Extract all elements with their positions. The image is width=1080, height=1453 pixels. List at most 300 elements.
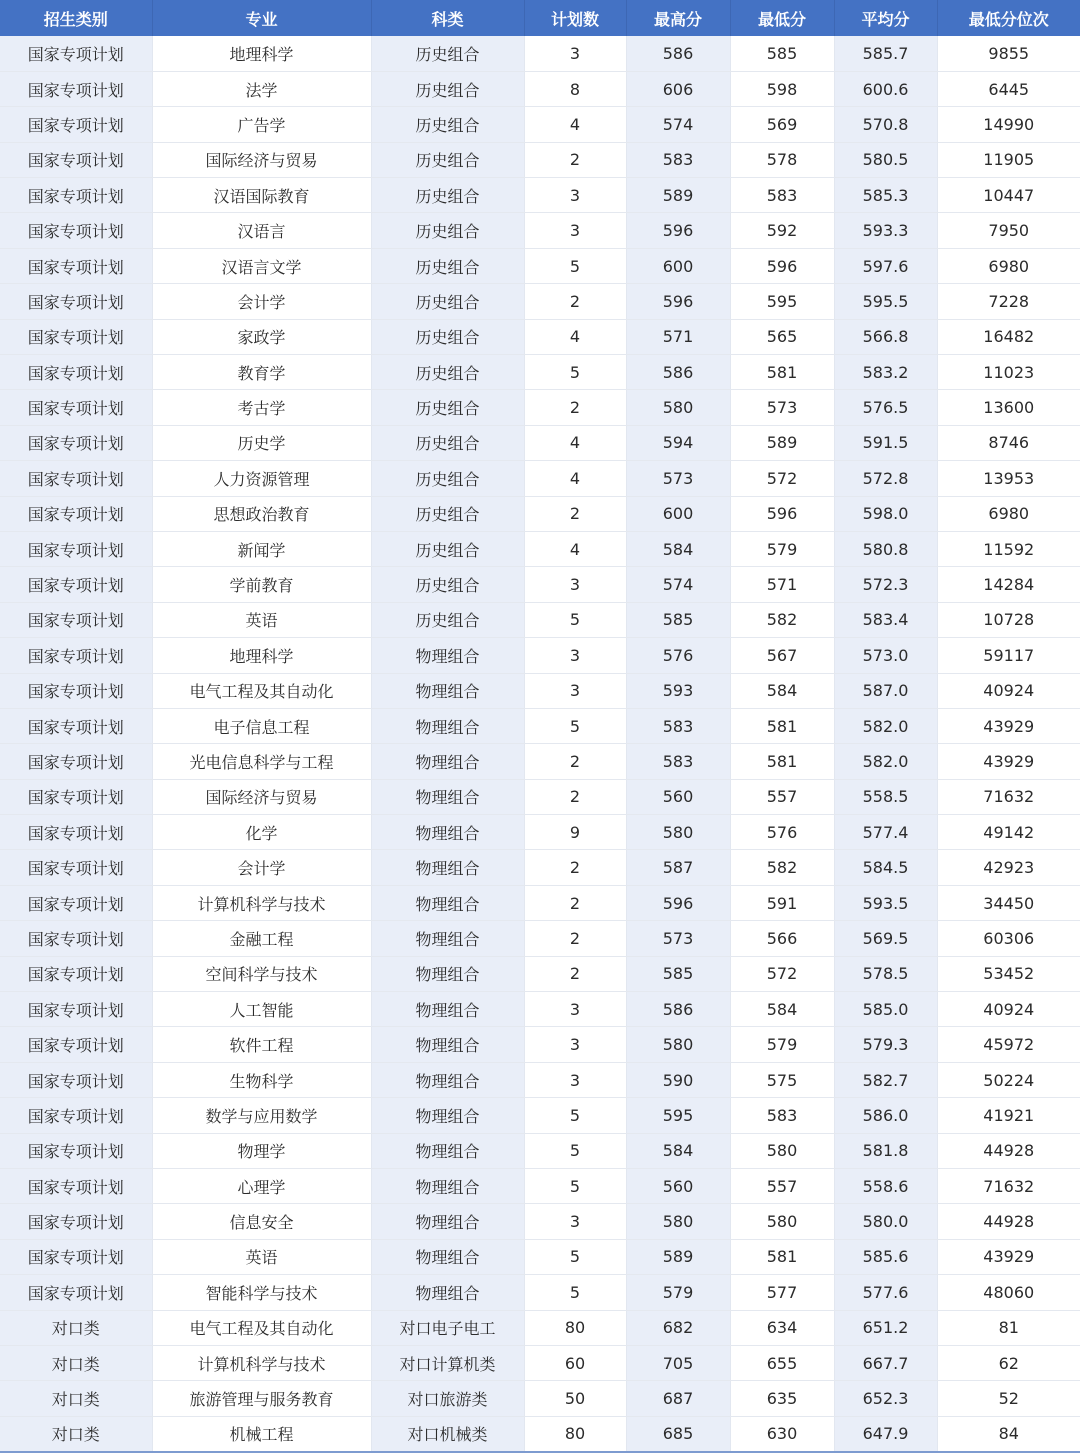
cell-subject-group: 历史组合 xyxy=(371,284,524,319)
cell-avg-score: 652.3 xyxy=(834,1381,937,1416)
cell-plan-count: 2 xyxy=(524,284,626,319)
table-row xyxy=(0,71,1080,106)
cell-subject-group: 物理组合 xyxy=(371,638,524,673)
cell-plan-count: 4 xyxy=(524,425,626,460)
cell-min-score-rank: 40924 xyxy=(937,673,1080,708)
cell-min-score-rank: 11905 xyxy=(937,142,1080,177)
table-row xyxy=(0,992,1080,1027)
cell-min-score-rank: 59117 xyxy=(937,638,1080,673)
cell-plan-count: 3 xyxy=(524,567,626,602)
cell-min-score-rank: 49142 xyxy=(937,815,1080,850)
cell-major: 新闻学 xyxy=(152,531,371,566)
cell-plan-count: 4 xyxy=(524,461,626,496)
cell-major: 人工智能 xyxy=(152,992,371,1027)
cell-max-score: 560 xyxy=(626,1169,730,1204)
cell-enrollment-category: 国家专项计划 xyxy=(0,1098,152,1133)
cell-avg-score: 651.2 xyxy=(834,1310,937,1345)
cell-enrollment-category: 国家专项计划 xyxy=(0,178,152,213)
cell-major: 学前教育 xyxy=(152,567,371,602)
header-max-score: 最高分 xyxy=(626,0,730,36)
cell-plan-count: 9 xyxy=(524,815,626,850)
cell-major: 人力资源管理 xyxy=(152,461,371,496)
cell-plan-count: 5 xyxy=(524,602,626,637)
cell-major: 智能科学与技术 xyxy=(152,1275,371,1310)
cell-plan-count: 3 xyxy=(524,673,626,708)
cell-max-score: 571 xyxy=(626,319,730,354)
cell-min-score: 579 xyxy=(730,1027,834,1062)
cell-subject-group: 物理组合 xyxy=(371,673,524,708)
cell-plan-count: 5 xyxy=(524,355,626,390)
cell-major: 汉语国际教育 xyxy=(152,178,371,213)
cell-max-score: 584 xyxy=(626,1133,730,1168)
cell-avg-score: 583.2 xyxy=(834,355,937,390)
cell-min-score: 581 xyxy=(730,355,834,390)
table-row xyxy=(0,815,1080,850)
cell-max-score: 685 xyxy=(626,1416,730,1451)
cell-min-score: 577 xyxy=(730,1275,834,1310)
cell-subject-group: 历史组合 xyxy=(371,355,524,390)
cell-min-score: 596 xyxy=(730,496,834,531)
cell-plan-count: 3 xyxy=(524,1204,626,1239)
cell-enrollment-category: 国家专项计划 xyxy=(0,1027,152,1062)
cell-max-score: 586 xyxy=(626,36,730,71)
cell-enrollment-category: 国家专项计划 xyxy=(0,1169,152,1204)
cell-subject-group: 物理组合 xyxy=(371,885,524,920)
cell-subject-group: 历史组合 xyxy=(371,390,524,425)
cell-major: 会计学 xyxy=(152,284,371,319)
cell-plan-count: 3 xyxy=(524,1062,626,1097)
table-row xyxy=(0,1381,1080,1416)
cell-min-score-rank: 45972 xyxy=(937,1027,1080,1062)
cell-max-score: 593 xyxy=(626,673,730,708)
cell-min-score-rank: 48060 xyxy=(937,1275,1080,1310)
cell-enrollment-category: 国家专项计划 xyxy=(0,956,152,991)
cell-min-score: 596 xyxy=(730,248,834,283)
cell-min-score-rank: 7950 xyxy=(937,213,1080,248)
cell-plan-count: 3 xyxy=(524,992,626,1027)
cell-plan-count: 2 xyxy=(524,744,626,779)
cell-plan-count: 3 xyxy=(524,1027,626,1062)
cell-enrollment-category: 国家专项计划 xyxy=(0,425,152,460)
cell-min-score-rank: 10728 xyxy=(937,602,1080,637)
cell-max-score: 600 xyxy=(626,496,730,531)
cell-enrollment-category: 国家专项计划 xyxy=(0,567,152,602)
header-row xyxy=(0,0,1080,36)
table-row xyxy=(0,36,1080,71)
table-row xyxy=(0,850,1080,885)
cell-major: 汉语言文学 xyxy=(152,248,371,283)
cell-max-score: 586 xyxy=(626,992,730,1027)
cell-major: 电气工程及其自动化 xyxy=(152,673,371,708)
cell-plan-count: 4 xyxy=(524,531,626,566)
header-major: 专业 xyxy=(152,0,371,36)
cell-major: 物理学 xyxy=(152,1133,371,1168)
cell-min-score-rank: 53452 xyxy=(937,956,1080,991)
cell-avg-score: 591.5 xyxy=(834,425,937,460)
table-row xyxy=(0,1310,1080,1345)
cell-min-score-rank: 44928 xyxy=(937,1133,1080,1168)
cell-min-score-rank: 10447 xyxy=(937,178,1080,213)
cell-major: 会计学 xyxy=(152,850,371,885)
cell-avg-score: 570.8 xyxy=(834,107,937,142)
cell-avg-score: 582.0 xyxy=(834,744,937,779)
cell-major: 广告学 xyxy=(152,107,371,142)
cell-major: 汉语言 xyxy=(152,213,371,248)
cell-min-score: 630 xyxy=(730,1416,834,1451)
cell-avg-score: 580.8 xyxy=(834,531,937,566)
cell-enrollment-category: 国家专项计划 xyxy=(0,779,152,814)
cell-major: 计算机科学与技术 xyxy=(152,1345,371,1380)
cell-avg-score: 667.7 xyxy=(834,1345,937,1380)
cell-min-score: 581 xyxy=(730,744,834,779)
cell-enrollment-category: 国家专项计划 xyxy=(0,319,152,354)
table-body xyxy=(0,36,1080,1452)
cell-min-score: 584 xyxy=(730,673,834,708)
header-plan-count: 计划数 xyxy=(524,0,626,36)
cell-major: 地理科学 xyxy=(152,36,371,71)
cell-max-score: 584 xyxy=(626,531,730,566)
cell-min-score-rank: 14284 xyxy=(937,567,1080,602)
cell-subject-group: 历史组合 xyxy=(371,107,524,142)
cell-enrollment-category: 国家专项计划 xyxy=(0,1239,152,1274)
cell-min-score: 580 xyxy=(730,1204,834,1239)
cell-min-score-rank: 16482 xyxy=(937,319,1080,354)
cell-enrollment-category: 国家专项计划 xyxy=(0,496,152,531)
cell-max-score: 583 xyxy=(626,142,730,177)
cell-avg-score: 585.7 xyxy=(834,36,937,71)
table-row xyxy=(0,1416,1080,1451)
cell-enrollment-category: 国家专项计划 xyxy=(0,461,152,496)
cell-enrollment-category: 国家专项计划 xyxy=(0,673,152,708)
table-row xyxy=(0,1098,1080,1133)
table-row xyxy=(0,213,1080,248)
cell-min-score-rank: 71632 xyxy=(937,1169,1080,1204)
cell-max-score: 589 xyxy=(626,1239,730,1274)
cell-min-score: 579 xyxy=(730,531,834,566)
table-row xyxy=(0,602,1080,637)
cell-min-score: 635 xyxy=(730,1381,834,1416)
cell-avg-score: 597.6 xyxy=(834,248,937,283)
cell-major: 国际经济与贸易 xyxy=(152,142,371,177)
cell-max-score: 687 xyxy=(626,1381,730,1416)
cell-subject-group: 对口旅游类 xyxy=(371,1381,524,1416)
cell-enrollment-category: 国家专项计划 xyxy=(0,531,152,566)
cell-max-score: 560 xyxy=(626,779,730,814)
cell-plan-count: 2 xyxy=(524,956,626,991)
cell-subject-group: 历史组合 xyxy=(371,213,524,248)
cell-enrollment-category: 对口类 xyxy=(0,1345,152,1380)
cell-min-score: 565 xyxy=(730,319,834,354)
table-row xyxy=(0,673,1080,708)
table-row xyxy=(0,885,1080,920)
cell-min-score: 598 xyxy=(730,71,834,106)
cell-max-score: 596 xyxy=(626,284,730,319)
cell-avg-score: 572.8 xyxy=(834,461,937,496)
cell-min-score: 592 xyxy=(730,213,834,248)
cell-max-score: 585 xyxy=(626,602,730,637)
table-row xyxy=(0,1204,1080,1239)
table-row xyxy=(0,1275,1080,1310)
cell-min-score-rank: 84 xyxy=(937,1416,1080,1451)
cell-min-score: 582 xyxy=(730,602,834,637)
cell-subject-group: 历史组合 xyxy=(371,142,524,177)
cell-plan-count: 4 xyxy=(524,107,626,142)
cell-avg-score: 647.9 xyxy=(834,1416,937,1451)
cell-min-score: 589 xyxy=(730,425,834,460)
cell-min-score-rank: 8746 xyxy=(937,425,1080,460)
table-row xyxy=(0,248,1080,283)
table-row xyxy=(0,956,1080,991)
cell-plan-count: 3 xyxy=(524,213,626,248)
cell-enrollment-category: 国家专项计划 xyxy=(0,355,152,390)
cell-subject-group: 历史组合 xyxy=(371,248,524,283)
cell-min-score-rank: 43929 xyxy=(937,1239,1080,1274)
cell-major: 软件工程 xyxy=(152,1027,371,1062)
cell-min-score-rank: 11023 xyxy=(937,355,1080,390)
cell-enrollment-category: 国家专项计划 xyxy=(0,71,152,106)
cell-max-score: 596 xyxy=(626,885,730,920)
cell-avg-score: 578.5 xyxy=(834,956,937,991)
cell-subject-group: 物理组合 xyxy=(371,1062,524,1097)
cell-avg-score: 581.8 xyxy=(834,1133,937,1168)
cell-major: 旅游管理与服务教育 xyxy=(152,1381,371,1416)
cell-min-score: 634 xyxy=(730,1310,834,1345)
cell-max-score: 596 xyxy=(626,213,730,248)
cell-min-score: 595 xyxy=(730,284,834,319)
cell-max-score: 580 xyxy=(626,815,730,850)
cell-subject-group: 物理组合 xyxy=(371,1027,524,1062)
cell-avg-score: 584.5 xyxy=(834,850,937,885)
cell-subject-group: 物理组合 xyxy=(371,708,524,743)
cell-min-score-rank: 34450 xyxy=(937,885,1080,920)
table-row xyxy=(0,1345,1080,1380)
cell-plan-count: 2 xyxy=(524,142,626,177)
cell-max-score: 589 xyxy=(626,178,730,213)
cell-subject-group: 历史组合 xyxy=(371,496,524,531)
cell-major: 机械工程 xyxy=(152,1416,371,1451)
cell-max-score: 594 xyxy=(626,425,730,460)
cell-max-score: 580 xyxy=(626,1027,730,1062)
cell-avg-score: 600.6 xyxy=(834,71,937,106)
cell-subject-group: 物理组合 xyxy=(371,956,524,991)
cell-plan-count: 5 xyxy=(524,1275,626,1310)
cell-major: 计算机科学与技术 xyxy=(152,885,371,920)
cell-enrollment-category: 国家专项计划 xyxy=(0,1275,152,1310)
cell-avg-score: 593.5 xyxy=(834,885,937,920)
cell-subject-group: 物理组合 xyxy=(371,1204,524,1239)
cell-min-score: 584 xyxy=(730,992,834,1027)
cell-subject-group: 物理组合 xyxy=(371,779,524,814)
cell-avg-score: 558.5 xyxy=(834,779,937,814)
cell-avg-score: 576.5 xyxy=(834,390,937,425)
cell-subject-group: 历史组合 xyxy=(371,36,524,71)
cell-min-score: 578 xyxy=(730,142,834,177)
table-row xyxy=(0,708,1080,743)
cell-min-score: 566 xyxy=(730,921,834,956)
cell-min-score: 557 xyxy=(730,779,834,814)
cell-plan-count: 5 xyxy=(524,1098,626,1133)
cell-min-score-rank: 71632 xyxy=(937,779,1080,814)
table-row xyxy=(0,355,1080,390)
cell-enrollment-category: 国家专项计划 xyxy=(0,815,152,850)
table-row xyxy=(0,1169,1080,1204)
cell-plan-count: 2 xyxy=(524,850,626,885)
cell-min-score: 655 xyxy=(730,1345,834,1380)
cell-min-score-rank: 52 xyxy=(937,1381,1080,1416)
cell-min-score-rank: 7228 xyxy=(937,284,1080,319)
cell-min-score-rank: 42923 xyxy=(937,850,1080,885)
cell-min-score: 572 xyxy=(730,461,834,496)
cell-avg-score: 558.6 xyxy=(834,1169,937,1204)
cell-max-score: 573 xyxy=(626,921,730,956)
cell-plan-count: 3 xyxy=(524,36,626,71)
cell-plan-count: 80 xyxy=(524,1310,626,1345)
cell-major: 数学与应用数学 xyxy=(152,1098,371,1133)
cell-min-score-rank: 11592 xyxy=(937,531,1080,566)
table-row xyxy=(0,142,1080,177)
cell-min-score: 583 xyxy=(730,1098,834,1133)
cell-plan-count: 5 xyxy=(524,248,626,283)
header-enrollment-category: 招生类别 xyxy=(0,0,152,36)
cell-major: 考古学 xyxy=(152,390,371,425)
cell-min-score: 573 xyxy=(730,390,834,425)
cell-plan-count: 3 xyxy=(524,638,626,673)
cell-avg-score: 580.0 xyxy=(834,1204,937,1239)
cell-min-score: 580 xyxy=(730,1133,834,1168)
cell-enrollment-category: 国家专项计划 xyxy=(0,992,152,1027)
cell-max-score: 573 xyxy=(626,461,730,496)
cell-enrollment-category: 国家专项计划 xyxy=(0,638,152,673)
cell-min-score-rank: 50224 xyxy=(937,1062,1080,1097)
cell-plan-count: 3 xyxy=(524,178,626,213)
cell-min-score-rank: 14990 xyxy=(937,107,1080,142)
cell-subject-group: 物理组合 xyxy=(371,850,524,885)
cell-major: 空间科学与技术 xyxy=(152,956,371,991)
cell-plan-count: 5 xyxy=(524,1133,626,1168)
cell-subject-group: 历史组合 xyxy=(371,178,524,213)
cell-avg-score: 583.4 xyxy=(834,602,937,637)
cell-min-score: 591 xyxy=(730,885,834,920)
cell-avg-score: 566.8 xyxy=(834,319,937,354)
cell-max-score: 580 xyxy=(626,1204,730,1239)
header-min-score-rank: 最低分位次 xyxy=(937,0,1080,36)
cell-plan-count: 50 xyxy=(524,1381,626,1416)
cell-major: 教育学 xyxy=(152,355,371,390)
cell-major: 英语 xyxy=(152,602,371,637)
cell-min-score: 576 xyxy=(730,815,834,850)
table-row xyxy=(0,638,1080,673)
cell-enrollment-category: 国家专项计划 xyxy=(0,213,152,248)
cell-avg-score: 579.3 xyxy=(834,1027,937,1062)
cell-avg-score: 577.4 xyxy=(834,815,937,850)
cell-min-score-rank: 43929 xyxy=(937,708,1080,743)
cell-max-score: 682 xyxy=(626,1310,730,1345)
cell-max-score: 574 xyxy=(626,567,730,602)
cell-subject-group: 对口机械类 xyxy=(371,1416,524,1451)
cell-min-score-rank: 6980 xyxy=(937,496,1080,531)
cell-min-score: 575 xyxy=(730,1062,834,1097)
cell-subject-group: 历史组合 xyxy=(371,425,524,460)
cell-enrollment-category: 国家专项计划 xyxy=(0,708,152,743)
table-row xyxy=(0,496,1080,531)
cell-subject-group: 历史组合 xyxy=(371,531,524,566)
cell-max-score: 586 xyxy=(626,355,730,390)
cell-min-score-rank: 40924 xyxy=(937,992,1080,1027)
cell-min-score-rank: 6445 xyxy=(937,71,1080,106)
cell-max-score: 579 xyxy=(626,1275,730,1310)
cell-plan-count: 8 xyxy=(524,71,626,106)
cell-major: 家政学 xyxy=(152,319,371,354)
cell-plan-count: 2 xyxy=(524,779,626,814)
cell-enrollment-category: 国家专项计划 xyxy=(0,1204,152,1239)
cell-max-score: 583 xyxy=(626,708,730,743)
cell-max-score: 606 xyxy=(626,71,730,106)
cell-major: 光电信息科学与工程 xyxy=(152,744,371,779)
cell-major: 心理学 xyxy=(152,1169,371,1204)
cell-min-score-rank: 6980 xyxy=(937,248,1080,283)
cell-min-score-rank: 9855 xyxy=(937,36,1080,71)
cell-subject-group: 物理组合 xyxy=(371,1098,524,1133)
cell-enrollment-category: 国家专项计划 xyxy=(0,248,152,283)
cell-plan-count: 5 xyxy=(524,708,626,743)
table-row xyxy=(0,284,1080,319)
cell-plan-count: 2 xyxy=(524,921,626,956)
cell-enrollment-category: 国家专项计划 xyxy=(0,284,152,319)
cell-major: 信息安全 xyxy=(152,1204,371,1239)
cell-plan-count: 60 xyxy=(524,1345,626,1380)
cell-subject-group: 物理组合 xyxy=(371,921,524,956)
table-row xyxy=(0,921,1080,956)
cell-max-score: 587 xyxy=(626,850,730,885)
cell-enrollment-category: 国家专项计划 xyxy=(0,107,152,142)
cell-enrollment-category: 对口类 xyxy=(0,1381,152,1416)
cell-enrollment-category: 国家专项计划 xyxy=(0,142,152,177)
table-row xyxy=(0,107,1080,142)
cell-max-score: 576 xyxy=(626,638,730,673)
cell-avg-score: 582.7 xyxy=(834,1062,937,1097)
cell-min-score: 581 xyxy=(730,708,834,743)
cell-min-score: 569 xyxy=(730,107,834,142)
cell-subject-group: 历史组合 xyxy=(371,461,524,496)
cell-min-score: 557 xyxy=(730,1169,834,1204)
cell-major: 金融工程 xyxy=(152,921,371,956)
cell-major: 地理科学 xyxy=(152,638,371,673)
cell-plan-count: 5 xyxy=(524,1169,626,1204)
cell-subject-group: 对口计算机类 xyxy=(371,1345,524,1380)
cell-min-score-rank: 43929 xyxy=(937,744,1080,779)
cell-avg-score: 580.5 xyxy=(834,142,937,177)
cell-avg-score: 577.6 xyxy=(834,1275,937,1310)
cell-max-score: 705 xyxy=(626,1345,730,1380)
cell-max-score: 585 xyxy=(626,956,730,991)
table-row xyxy=(0,1239,1080,1274)
cell-major: 国际经济与贸易 xyxy=(152,779,371,814)
cell-min-score-rank: 13953 xyxy=(937,461,1080,496)
cell-max-score: 580 xyxy=(626,390,730,425)
cell-major: 化学 xyxy=(152,815,371,850)
cell-enrollment-category: 国家专项计划 xyxy=(0,1133,152,1168)
cell-enrollment-category: 国家专项计划 xyxy=(0,744,152,779)
cell-max-score: 595 xyxy=(626,1098,730,1133)
cell-max-score: 583 xyxy=(626,744,730,779)
table-row xyxy=(0,461,1080,496)
cell-subject-group: 物理组合 xyxy=(371,815,524,850)
cell-avg-score: 585.6 xyxy=(834,1239,937,1274)
cell-min-score-rank: 81 xyxy=(937,1310,1080,1345)
cell-max-score: 600 xyxy=(626,248,730,283)
cell-enrollment-category: 国家专项计划 xyxy=(0,602,152,637)
cell-enrollment-category: 对口类 xyxy=(0,1310,152,1345)
